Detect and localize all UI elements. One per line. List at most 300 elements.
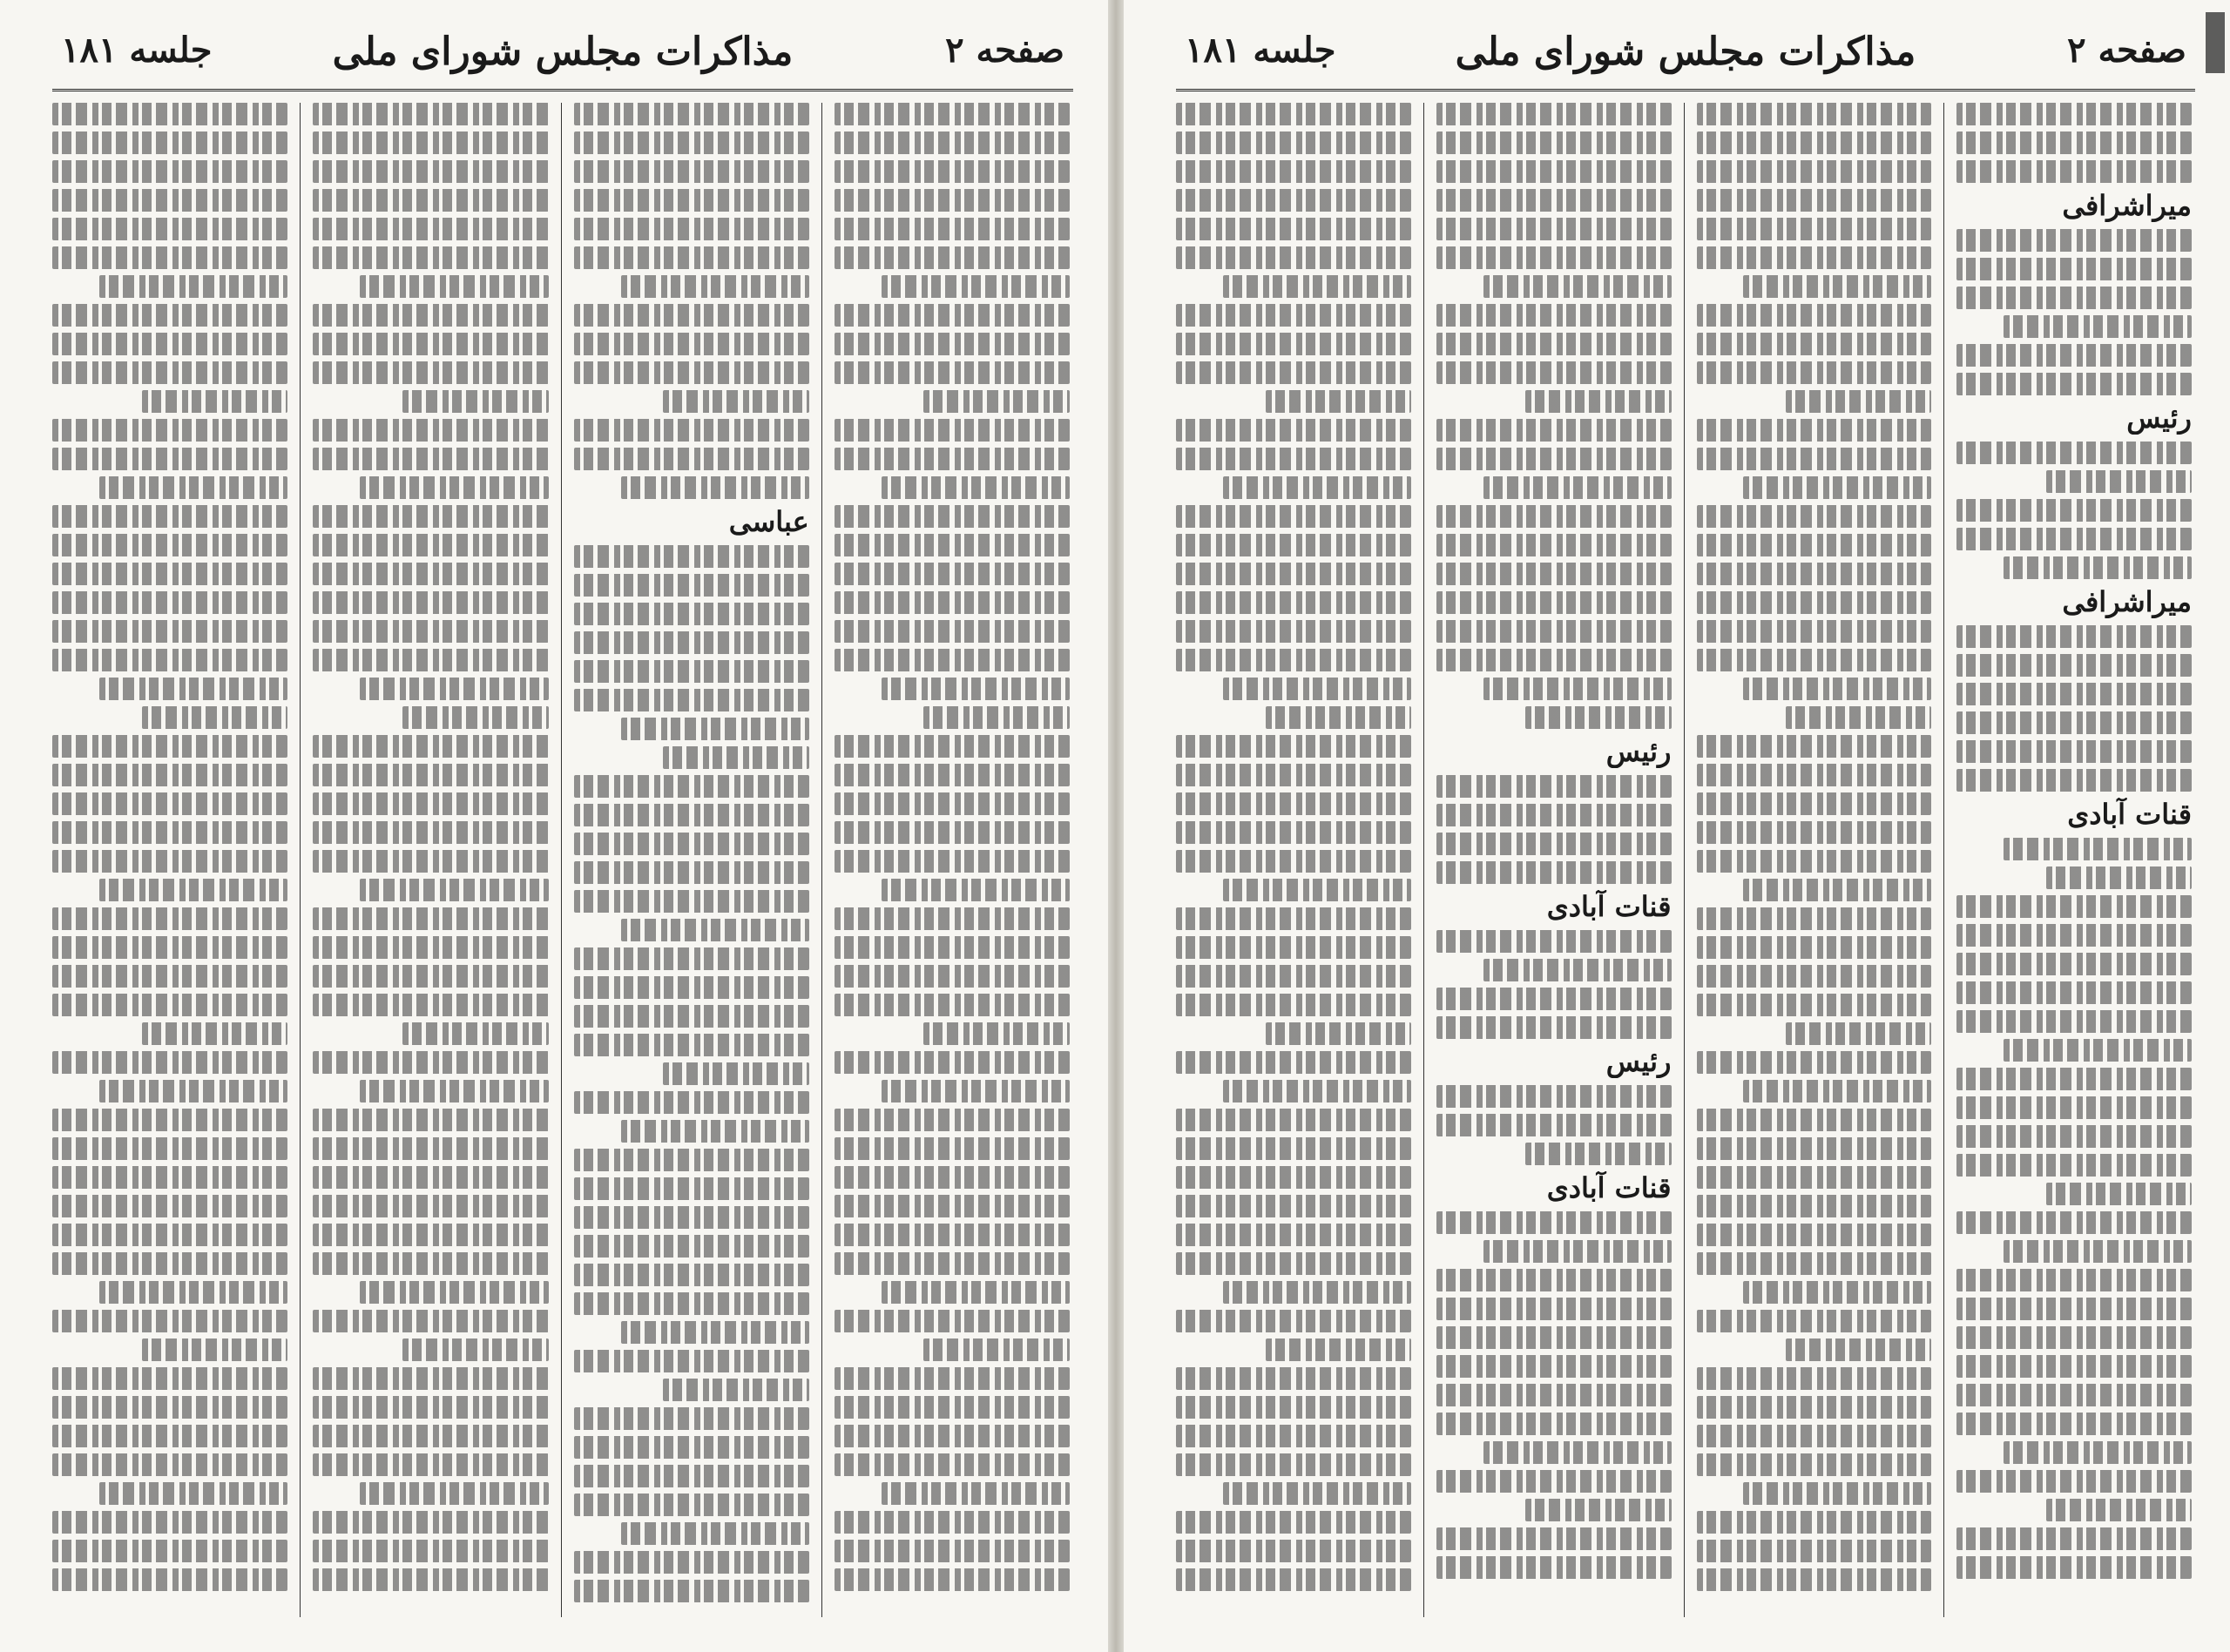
text-line — [1223, 1281, 1411, 1304]
text-line — [402, 1022, 549, 1045]
text-line — [313, 534, 548, 556]
text-line — [574, 1005, 809, 1028]
text-line — [1483, 275, 1672, 298]
text-column — [561, 103, 821, 1617]
text-line — [574, 333, 809, 355]
text-line — [621, 1120, 809, 1143]
text-line — [313, 994, 548, 1016]
text-line — [360, 678, 548, 700]
text-line — [52, 1051, 287, 1074]
text-line — [1956, 769, 2192, 792]
text-line — [1436, 1413, 1672, 1435]
text-column — [1943, 103, 2204, 1617]
text-line — [1483, 959, 1672, 981]
text-line — [1176, 936, 1411, 959]
left-page-number: صفحه ۲ — [945, 30, 1064, 71]
text-line — [1956, 1269, 2192, 1291]
text-line — [52, 1540, 287, 1562]
text-line — [1436, 1269, 1672, 1291]
text-line — [1176, 821, 1411, 844]
text-line — [1436, 1326, 1672, 1349]
text-line — [574, 1292, 809, 1315]
text-line — [360, 1281, 548, 1304]
text-line — [621, 1522, 809, 1545]
speaker-heading: رئیس — [2126, 401, 2192, 435]
text-line — [1697, 965, 1932, 988]
text-line — [2004, 1441, 2192, 1464]
text-line — [99, 879, 287, 901]
text-line — [313, 620, 548, 643]
text-line — [313, 821, 548, 844]
text-line — [1956, 740, 2192, 763]
text-line — [2004, 1039, 2192, 1062]
right-page — [1124, 0, 2230, 1652]
text-line — [574, 1206, 809, 1229]
speaker-heading: رئیس — [1605, 735, 1672, 768]
text-line — [1956, 981, 2192, 1004]
text-line — [52, 792, 287, 815]
text-line — [313, 103, 548, 125]
text-line — [1697, 505, 1932, 528]
text-line — [923, 1022, 1070, 1045]
text-line — [99, 1080, 287, 1102]
text-line — [1956, 924, 2192, 947]
text-line — [663, 1062, 809, 1085]
text-line — [1743, 1281, 1931, 1304]
speaker-heading: قنات آبادی — [1546, 1171, 1672, 1204]
text-line — [142, 706, 288, 729]
text-line — [1697, 735, 1932, 758]
text-line — [1697, 218, 1932, 240]
text-line — [1436, 103, 1672, 125]
text-line — [835, 189, 1070, 212]
text-line — [1956, 625, 2192, 648]
text-line — [574, 804, 809, 826]
text-line — [1436, 304, 1672, 327]
text-line — [1525, 1143, 1671, 1165]
text-line — [313, 965, 548, 988]
text-line — [2046, 470, 2192, 493]
text-line — [663, 746, 809, 769]
text-line — [1436, 505, 1672, 528]
text-line — [621, 919, 809, 941]
text-line — [1743, 1482, 1931, 1505]
text-line — [574, 361, 809, 384]
text-line — [835, 131, 1070, 154]
text-line — [621, 718, 809, 740]
text-line — [1956, 373, 2192, 395]
text-line — [1956, 1384, 2192, 1406]
text-line — [1956, 344, 2192, 367]
text-line — [835, 907, 1070, 930]
text-line — [574, 631, 809, 654]
text-line — [1176, 160, 1411, 183]
text-line — [1176, 792, 1411, 815]
text-line — [1697, 994, 1932, 1016]
speaker-heading: رئیس — [1605, 1045, 1672, 1078]
speaker-heading: قنات آبادی — [2067, 798, 2192, 831]
text-line — [1223, 879, 1411, 901]
text-line — [835, 103, 1070, 125]
text-line — [574, 1551, 809, 1574]
text-line — [313, 1137, 548, 1160]
text-line — [574, 890, 809, 913]
text-line — [52, 1511, 287, 1534]
text-line — [360, 476, 548, 499]
text-line — [52, 131, 287, 154]
text-line — [360, 879, 548, 901]
text-line — [1436, 988, 1672, 1010]
text-line — [1743, 678, 1931, 700]
text-line — [1176, 850, 1411, 873]
text-line — [882, 275, 1070, 298]
text-line — [313, 563, 548, 585]
text-line — [835, 160, 1070, 183]
text-line — [1436, 861, 1672, 884]
text-line — [835, 1051, 1070, 1074]
text-line — [1697, 189, 1932, 212]
text-line — [313, 1252, 548, 1275]
text-line — [1436, 1211, 1672, 1234]
text-line — [1176, 448, 1411, 470]
text-line — [52, 764, 287, 786]
text-line — [1176, 620, 1411, 643]
text-line — [52, 1367, 287, 1390]
text-line — [1697, 850, 1932, 873]
text-line — [1176, 907, 1411, 930]
text-line — [52, 419, 287, 442]
text-line — [313, 591, 548, 614]
text-line — [1176, 1425, 1411, 1447]
page-edge-mark — [2206, 12, 2225, 73]
text-line — [1525, 390, 1671, 413]
text-line — [313, 1540, 548, 1562]
text-line — [882, 678, 1070, 700]
text-line — [2004, 556, 2192, 579]
text-line — [142, 1338, 288, 1361]
text-line — [574, 246, 809, 269]
text-line — [835, 821, 1070, 844]
text-line — [1956, 131, 2192, 154]
text-line — [52, 534, 287, 556]
text-line — [52, 965, 287, 988]
text-line — [1956, 499, 2192, 522]
text-line — [313, 1396, 548, 1419]
text-line — [574, 976, 809, 999]
text-line — [1786, 1022, 1931, 1045]
text-line — [52, 218, 287, 240]
text-line — [1436, 419, 1672, 442]
text-line — [1956, 258, 2192, 280]
text-line — [1436, 775, 1672, 798]
text-line — [1697, 563, 1932, 585]
text-line — [313, 1224, 548, 1246]
text-column — [40, 103, 300, 1617]
text-line — [1436, 1556, 1672, 1579]
text-line — [313, 850, 548, 873]
text-line — [574, 775, 809, 798]
text-line — [2046, 1499, 2192, 1521]
text-line — [1956, 711, 2192, 734]
text-line — [52, 591, 287, 614]
text-line — [574, 304, 809, 327]
text-line — [574, 1264, 809, 1286]
text-line — [835, 792, 1070, 815]
text-line — [835, 419, 1070, 442]
text-line — [574, 1177, 809, 1200]
text-line — [835, 1511, 1070, 1534]
text-line — [1176, 1051, 1411, 1074]
text-line — [835, 649, 1070, 671]
text-line — [313, 246, 548, 269]
text-line — [1436, 649, 1672, 671]
text-line — [574, 833, 809, 855]
text-line — [574, 1465, 809, 1487]
text-line — [1436, 160, 1672, 183]
text-line — [835, 1453, 1070, 1476]
text-line — [835, 1367, 1070, 1390]
text-line — [1956, 1298, 2192, 1320]
text-line — [1436, 591, 1672, 614]
text-line — [1697, 1109, 1932, 1131]
text-line — [1436, 448, 1672, 470]
text-line — [52, 563, 287, 585]
text-line — [835, 534, 1070, 556]
text-line — [835, 1396, 1070, 1419]
text-line — [1436, 804, 1672, 826]
text-line — [1176, 189, 1411, 212]
text-line — [923, 1338, 1070, 1361]
text-line — [574, 947, 809, 970]
text-line — [1176, 419, 1411, 442]
text-line — [835, 620, 1070, 643]
text-line — [99, 275, 287, 298]
text-line — [313, 1195, 548, 1217]
text-line — [1176, 1310, 1411, 1332]
text-line — [835, 333, 1070, 355]
text-line — [1956, 1355, 2192, 1378]
text-line — [1697, 764, 1932, 786]
text-line — [1176, 1396, 1411, 1419]
text-line — [1786, 1338, 1931, 1361]
speaker-heading: قنات آبادی — [1546, 890, 1672, 923]
left-page-header — [52, 19, 1073, 91]
text-line — [52, 1310, 287, 1332]
text-line — [1697, 821, 1932, 844]
text-column — [1164, 103, 1423, 1617]
text-line — [1697, 936, 1932, 959]
text-line — [1176, 246, 1411, 269]
text-line — [574, 660, 809, 683]
text-line — [1436, 1470, 1672, 1493]
text-line — [99, 476, 287, 499]
text-line — [313, 160, 548, 183]
text-line — [1176, 563, 1411, 585]
right-page-session: جلسه ۱۸۱ — [1185, 30, 1336, 71]
text-line — [313, 1109, 548, 1131]
text-line — [2046, 866, 2192, 889]
text-line — [574, 1407, 809, 1430]
text-line — [52, 1224, 287, 1246]
text-column — [1423, 103, 1684, 1617]
text-line — [1697, 1310, 1932, 1332]
text-line — [574, 1350, 809, 1372]
text-line — [1743, 1080, 1931, 1102]
text-line — [52, 907, 287, 930]
text-line — [1525, 1499, 1671, 1521]
text-line — [835, 1195, 1070, 1217]
text-line — [835, 994, 1070, 1016]
text-line — [1223, 1482, 1411, 1505]
text-line — [402, 706, 549, 729]
text-line — [1956, 103, 2192, 125]
speaker-heading: میراشرافی — [2062, 585, 2192, 618]
text-line — [1697, 448, 1932, 470]
text-line — [621, 1321, 809, 1344]
text-line — [313, 735, 548, 758]
text-line — [1483, 678, 1672, 700]
text-line — [313, 907, 548, 930]
text-line — [1176, 218, 1411, 240]
text-line — [1176, 1224, 1411, 1246]
left-page — [0, 0, 1108, 1652]
text-line — [574, 1235, 809, 1258]
text-line — [1436, 563, 1672, 585]
text-line — [1956, 160, 2192, 183]
text-line — [1436, 333, 1672, 355]
text-line — [2004, 1240, 2192, 1263]
text-line — [1697, 1367, 1932, 1390]
text-line — [52, 735, 287, 758]
text-line — [574, 131, 809, 154]
text-column — [1684, 103, 1944, 1617]
text-line — [574, 1034, 809, 1056]
text-line — [574, 861, 809, 884]
text-line — [1956, 287, 2192, 309]
text-line — [1176, 505, 1411, 528]
text-line — [1956, 1154, 2192, 1177]
text-line — [1956, 1010, 2192, 1033]
text-line — [142, 1022, 288, 1045]
text-line — [574, 1149, 809, 1171]
text-line — [1697, 304, 1932, 327]
text-line — [1697, 103, 1932, 125]
text-line — [835, 1224, 1070, 1246]
text-line — [1436, 189, 1672, 212]
text-line — [1697, 419, 1932, 442]
text-line — [574, 448, 809, 470]
text-line — [99, 1281, 287, 1304]
text-line — [1956, 1068, 2192, 1090]
left-page-title: مذاکرات مجلس شورای ملی — [332, 30, 794, 74]
text-line — [1743, 879, 1931, 901]
text-line — [1176, 1195, 1411, 1217]
text-line — [1266, 1338, 1411, 1361]
text-line — [1697, 1540, 1932, 1562]
text-line — [52, 1195, 287, 1217]
text-line — [52, 994, 287, 1016]
text-line — [835, 505, 1070, 528]
text-line — [313, 649, 548, 671]
text-line — [835, 563, 1070, 585]
text-line — [1436, 534, 1672, 556]
text-line — [574, 1091, 809, 1114]
text-line — [52, 1568, 287, 1591]
text-line — [1697, 649, 1932, 671]
text-line — [1176, 534, 1411, 556]
text-line — [1697, 1568, 1932, 1591]
left-page-columns — [40, 103, 1082, 1617]
text-line — [52, 1137, 287, 1160]
text-line — [574, 218, 809, 240]
text-column — [821, 103, 1082, 1617]
text-line — [313, 764, 548, 786]
text-line — [52, 1252, 287, 1275]
text-line — [1176, 994, 1411, 1016]
text-line — [1956, 654, 2192, 677]
right-page-columns — [1164, 103, 2204, 1617]
text-line — [313, 189, 548, 212]
right-page-number: صفحه ۲ — [2067, 30, 2186, 71]
text-line — [1436, 1016, 1672, 1039]
text-line — [1697, 333, 1932, 355]
text-line — [835, 1425, 1070, 1447]
text-line — [1223, 1080, 1411, 1102]
text-line — [1176, 1568, 1411, 1591]
text-line — [1176, 1367, 1411, 1390]
text-line — [835, 850, 1070, 873]
text-line — [52, 1453, 287, 1476]
text-line — [835, 1252, 1070, 1275]
text-line — [1956, 528, 2192, 550]
text-line — [402, 390, 549, 413]
text-line — [313, 1367, 548, 1390]
text-line — [923, 706, 1070, 729]
text-line — [52, 448, 287, 470]
text-line — [621, 476, 809, 499]
text-line — [1697, 1425, 1932, 1447]
text-line — [663, 390, 809, 413]
text-line — [2004, 315, 2192, 338]
text-line — [313, 1166, 548, 1189]
text-line — [1176, 591, 1411, 614]
text-line — [1786, 706, 1931, 729]
text-line — [1956, 1470, 2192, 1493]
text-line — [402, 1338, 549, 1361]
text-line — [99, 1482, 287, 1505]
text-line — [835, 448, 1070, 470]
text-line — [52, 1166, 287, 1189]
text-line — [1176, 1166, 1411, 1189]
text-line — [1743, 476, 1931, 499]
text-line — [835, 591, 1070, 614]
left-page-session: جلسه ۱۸۱ — [61, 30, 213, 71]
text-line — [1956, 442, 2192, 464]
text-line — [621, 275, 809, 298]
text-line — [1956, 1211, 2192, 1234]
text-line — [1176, 361, 1411, 384]
text-line — [1697, 160, 1932, 183]
text-line — [1436, 1384, 1672, 1406]
text-line — [835, 1568, 1070, 1591]
text-line — [1697, 907, 1932, 930]
text-line — [882, 476, 1070, 499]
text-line — [313, 936, 548, 959]
text-line — [1176, 333, 1411, 355]
text-line — [1956, 683, 2192, 705]
text-line — [52, 620, 287, 643]
text-line — [574, 1436, 809, 1459]
